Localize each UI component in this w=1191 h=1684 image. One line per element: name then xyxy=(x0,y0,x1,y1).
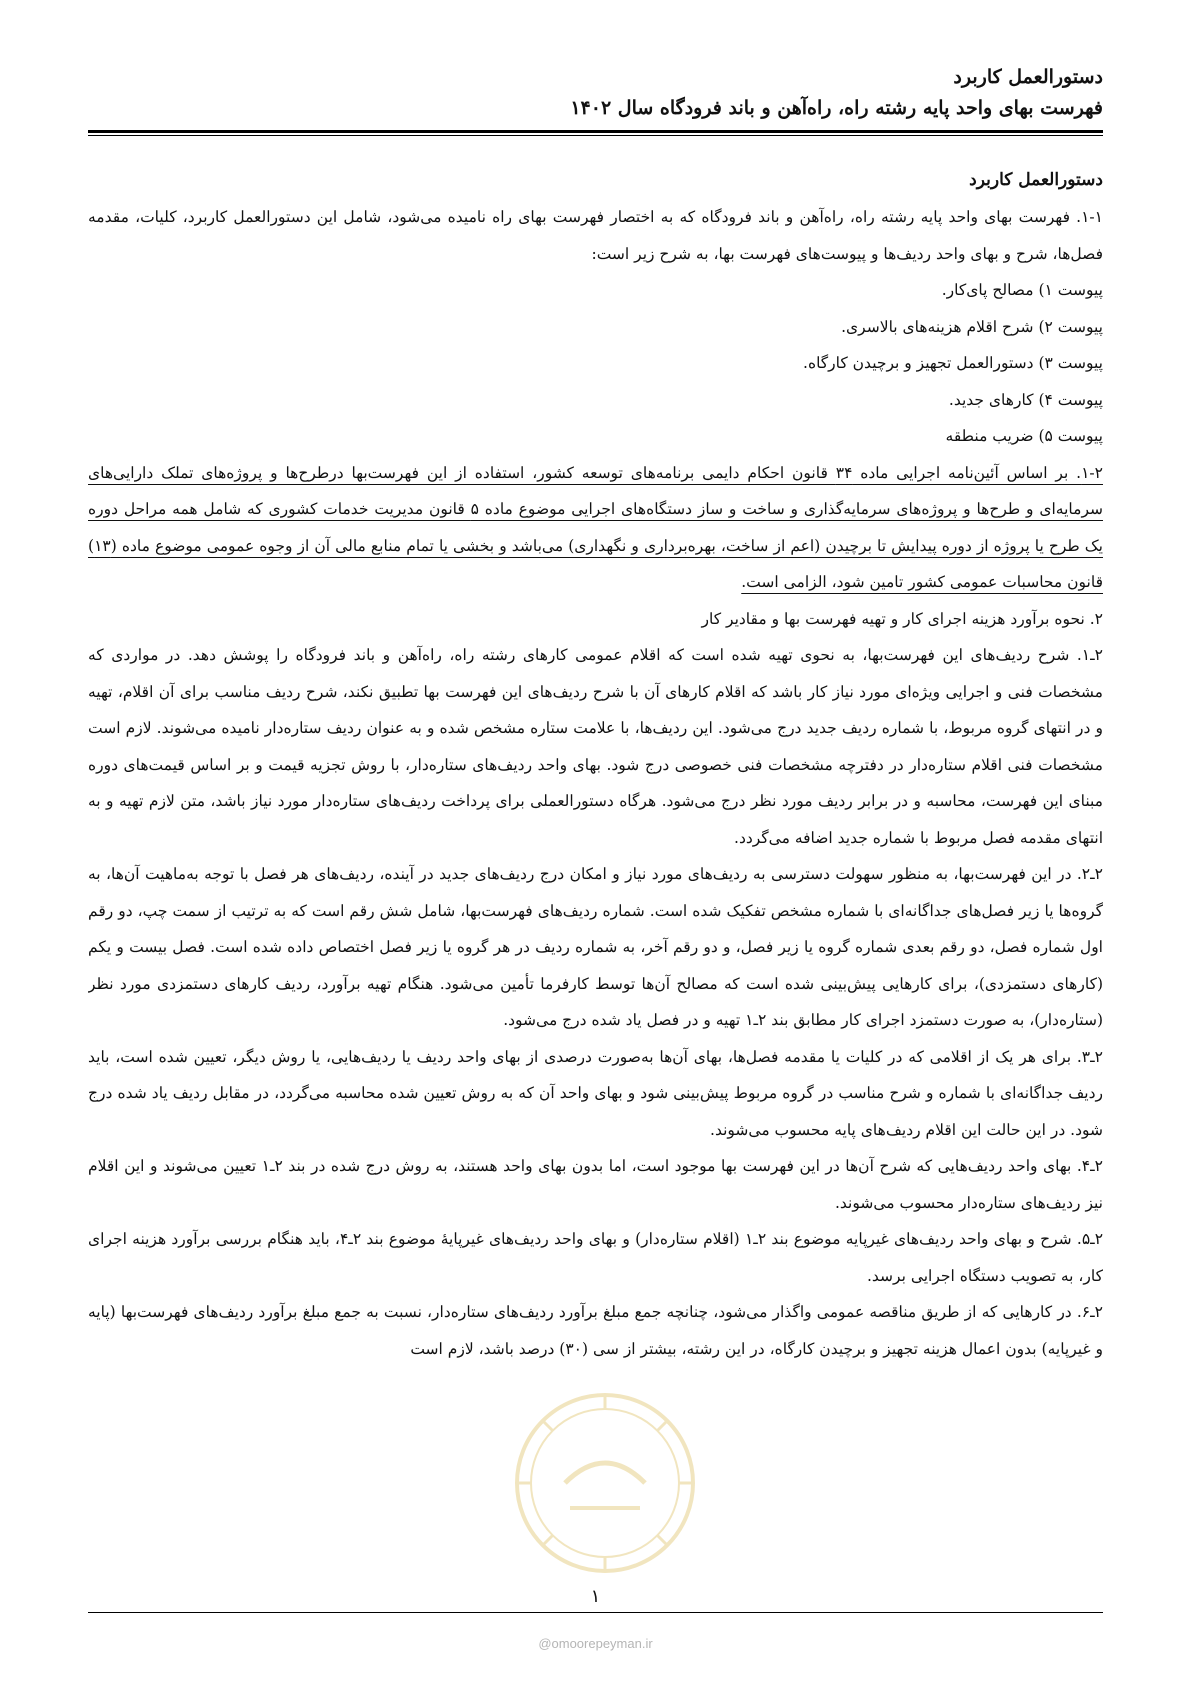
paragraph-2-4: ۲ـ۴. بهای واحد ردیف‌هایی که شرح آن‌ها در این فهرست بها موجود است، اما بدون بهای واحد هستند، به روش درج شده در بند ۲ـ۱ تعیین می‌شوند و این اقلام نیز ردیف‌های ستاره‌دار محسوب می‌شوند. xyxy=(88,1157,1103,1212)
paragraph-2-6: ۲ـ۶. در کارهایی که از طریق مناقصه عمومی واگذار می‌شود، چنانچه جمع مبلغ برآورد ردیف‌های ستاره‌دار، نسبت به جمع مبلغ برآورد ردیف‌های فهرست‌بها (پایه و غیرپایه) بدون اعمال هزینه تجهیز و برچیدن کارگاه، در این رشته، بیشتر از سی (۳۰) درصد باشد، لازم است xyxy=(88,1303,1103,1358)
paragraph-2-1: ۲ـ۱. شرح ردیف‌های این فهرست‌بها، به نحوی تهیه شده است که اقلام عمومی کارهای رشته راه، راه‌آهن و باند فرودگاه را پوشش دهد. در مواردی که مشخصات فنی و اجرایی ویژه‌ای مورد نیاز کار باشد که اقلام کارهای آن با شرح ردیف‌های این فهرست بها تطبیق نکند، شرح ردیف مناسب برای آن اقلام، تهیه و در انتهای گروه مربوط، با شماره ردیف جدید درج می‌شود. این ردیف‌ها، با علامت ستاره مشخص شده و به عنوان ردیف ستاره‌دار نامیده می‌شوند. لازم است مشخصات فنی اقلام ستاره‌دار در دفترچه مشخصات فنی خصوصی درج شود. بهای واحد ردیف‌های ستاره‌دار، با روش تجزیه قیمت و بر اساس قیمت‌های دوره مبنای این فهرست، محاسبه و در برابر ردیف مورد نظر درج می‌شود. هرگاه دستورالعملی برای پرداخت ردیف‌های ستاره‌دار مورد نیاز باشد، متن لازم تهیه و به انتهای مقدمه فصل مربوط با شماره جدید اضافه می‌گردد. xyxy=(88,646,1103,847)
section-title: دستورالعمل کاربرد xyxy=(969,170,1103,190)
header-rule xyxy=(88,130,1103,138)
header-title: دستورالعمل کاربرد xyxy=(953,66,1103,88)
watermark-text: @omoorepeyman.ir xyxy=(538,1636,653,1651)
footer-rule xyxy=(88,1612,1103,1613)
page-number: ۱ xyxy=(590,1586,601,1607)
appendix-5: پیوست ۵) ضریب منطقه xyxy=(945,427,1103,445)
header-subtitle: فهرست بهای واحد پایه رشته راه، راه‌آهن و باند فرودگاه سال ۱۴۰۲ xyxy=(570,97,1103,119)
appendix-1: پیوست ۱) مصالح پای‌کار. xyxy=(941,281,1103,299)
section-2-heading: ۲. نحوه برآورد هزینه اجرای کار و تهیه فهرست بها و مقادیر کار xyxy=(701,609,1103,628)
paragraph-2-5: ۲ـ۵. شرح و بهای واحد ردیف‌های غیرپایه موضوع بند ۲ـ۱ (اقلام ستاره‌دار) و بهای واحد ردیف‌های غیرپایهٔ موضوع بند ۲ـ۴، باید هنگام بررسی برآورد هزینه اجرای کار، به تصویب دستگاه اجرایی برسد. xyxy=(88,1230,1103,1285)
paragraph-1-1: ۱-۱. فهرست بهای واحد پایه رشته راه، راه‌آهن و باند فرودگاه که به اختصار فهرست بهای راه نامیده می‌شود، شامل این دستورالعمل کاربرد، کلیات، مقدمه فصل‌ها، شرح و بهای واحد ردیف‌ها و پیوست‌های فهرست بها، به شرح زیر است: xyxy=(88,208,1103,263)
appendix-3: پیوست ۳) دستورالعمل تجهیز و برچیدن کارگاه. xyxy=(803,354,1103,372)
appendix-2: پیوست ۲) شرح اقلام هزینه‌های بالاسری. xyxy=(841,317,1103,336)
page-header xyxy=(88,62,1103,124)
watermark-logo-icon xyxy=(510,1388,700,1578)
paragraph-2-3: ۲ـ۳. برای هر یک از اقلامی که در کلیات یا مقدمه فصل‌ها، بهای آن‌ها به‌صورت درصدی از بهای واحد ردیف یا ردیف‌هایی، یا روش دیگر، تعیین شده است، باید ردیف جداگانه‌ای با شماره و شرح مناسب در گروه مربوط پیش‌بینی شود و بهای واحد آن که به روش تعیین شده محاسبه می‌گردد، در مقابل ردیف یاد شده درج شود. در این حالت این اقلام ردیف‌های پایه محسوب می‌شوند. xyxy=(88,1047,1103,1139)
document-body xyxy=(88,165,1103,1584)
appendix-4: پیوست ۴) کارهای جدید. xyxy=(948,390,1103,409)
paragraph-2-2: ۲ـ۲. در این فهرست‌بها، به منظور سهولت دسترسی به ردیف‌های مورد نیاز و امکان درج ردیف‌های جدید در آینده، ردیف‌های هر فصل با توجه به‌ماهیت آن‌ها، به گروه‌ها یا زیر فصل‌های جداگانه‌ای با شماره مشخص تفکیک شده است. شماره ردیف‌های فهرست‌بها، شامل شش رقم است که به ترتیب از سمت چپ، دو رقم اول شماره فصل، دو رقم بعدی شماره گروه یا زیر فصل، و دو رقم آخر، به شماره ردیف در هر گروه یا زیر فصل اختصاص داده شده است. فصل بیست و یکم (کارهای دستمزدی)، برای کارهایی پیش‌بینی شده است که مصالح آن‌ها توسط کارفرما تأمین می‌شود. هنگام تهیه برآورد، ردیف کارهای دستمزدی مورد نظر (ستاره‌دار)، به صورت دستمزد اجرای کار مطابق بند ۲ـ۱ تهیه و در فصل یاد شده درج می‌شود. xyxy=(88,865,1103,1029)
paragraph-1-2: ۱-۲. بر اساس آئین‌نامه اجرایی ماده ۳۴ قانون احکام دایمی برنامه‌های توسعه کشور، استفاده از این فهرست‌بها درطرح‌ها و پروژه‌های تملک دارایی‌های سرمایه‌ای و طرح‌ها و پروژه‌های سرمایه‌گذاری و ساخت و ساز دستگاه‌های اجرایی موضوع ماده ۵ قانون مدیریت خدمات کشوری که شامل همه مراحل دوره یک طرح یا پروژه از دوره پیدایش تا برچیدن (اعم از ساخت، بهره‌برداری و نگهداری) می‌باشد و بخشی یا تمام منابع مالی آن از وجوه عمومی موضوع ماده (۱۳) قانون محاسبات عمومی کشور تامین شود، الزامی است. xyxy=(88,463,1103,591)
